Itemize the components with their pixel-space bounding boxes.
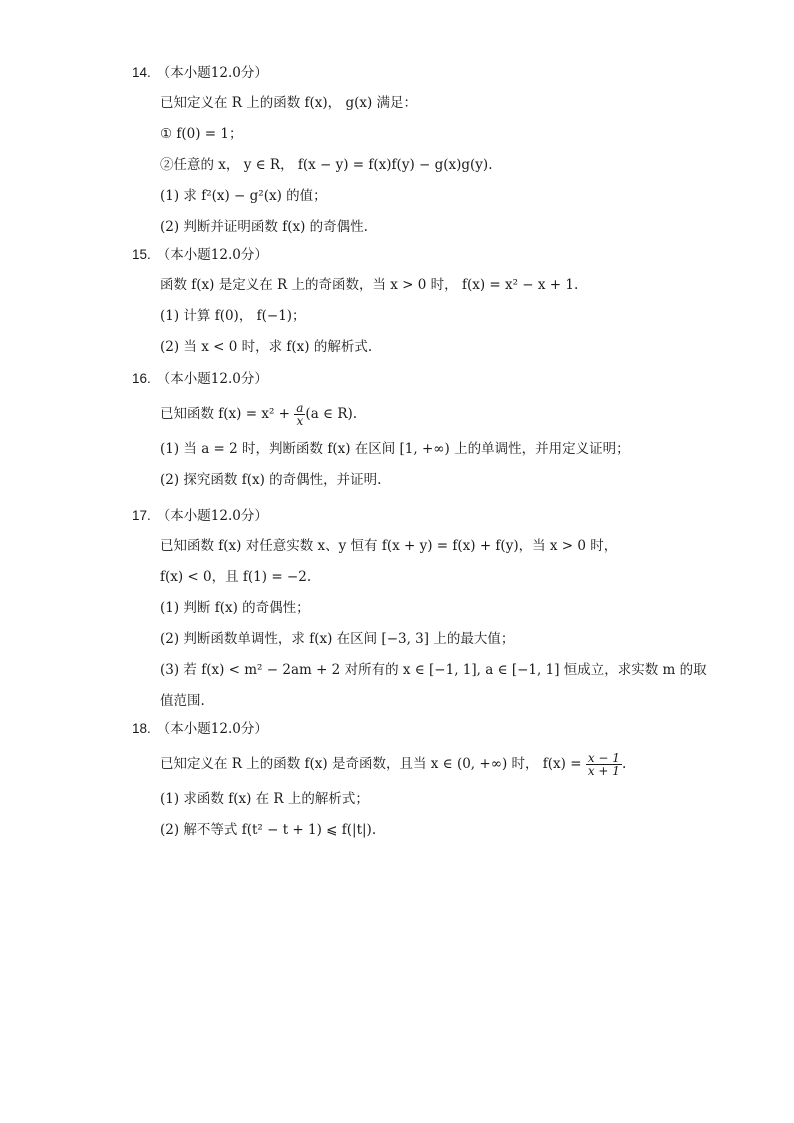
problem-line: 函数 f(x) 是定义在 R 上的奇函数，当 x > 0 时， f(x) = x² − x + 1. xyxy=(160,277,579,293)
question-1: (1) 求 f²(x) − g²(x) 的值； xyxy=(160,188,327,204)
question-2: (2) 当 x < 0 时，求 f(x) 的解析式. xyxy=(160,339,373,355)
condition-2: ②任意的 x， y ∈ R， f(x − y) = f(x)f(y) − g(x)g(y). xyxy=(160,157,493,173)
question-2: (2) 探究函数 f(x) 的奇偶性，并证明. xyxy=(160,472,382,488)
fraction xyxy=(294,402,305,427)
problem-header xyxy=(132,240,692,270)
question-2: (2) 解不等式 f(t² − t + 1) ⩽ f(|t|). xyxy=(160,822,377,838)
problem-17 xyxy=(132,501,707,717)
problem-15 xyxy=(132,240,692,363)
problem-number: 17. xyxy=(132,508,151,523)
problem-16 xyxy=(132,364,692,496)
fraction-numerator: x − 1 xyxy=(587,751,620,765)
statement-lead: 已知定义在 R 上的函数 f(x) 是奇函数，且当 x ∈ (0, +∞) 时， f(x) = xyxy=(160,756,582,772)
problem-number: 14. xyxy=(132,65,151,80)
score-tag: （本小题12.0分） xyxy=(156,247,268,263)
problem-header xyxy=(132,58,692,88)
statement-tail: . xyxy=(621,756,627,772)
score-tag: （本小题12.0分） xyxy=(156,65,268,81)
fraction-numerator: a xyxy=(296,401,304,415)
question-1: (1) 计算 f(0)， f(−1)； xyxy=(160,308,306,324)
statement-lead: 已知函数 f(x) = x² + xyxy=(160,406,290,422)
question-1: (1) 求函数 f(x) 在 R 上的解析式； xyxy=(160,791,369,807)
fraction xyxy=(586,752,622,777)
problem-line: 已知函数 f(x) 对任意实数 x、y 恒有 f(x + y) = f(x) + f(y)，当 x > 0 时， xyxy=(160,538,618,554)
question-2: (2) 判断函数单调性，求 f(x) 在区间 [−3, 3] 上的最大值； xyxy=(160,631,515,647)
problem-header xyxy=(132,364,692,394)
condition-1: ① f(0) = 1； xyxy=(160,126,243,142)
score-tag: （本小题12.0分） xyxy=(156,721,268,737)
problem-header xyxy=(132,501,692,531)
problem-14 xyxy=(132,58,692,243)
score-tag: （本小题12.0分） xyxy=(156,508,268,524)
problem-line: 已知定义在 R 上的函数 f(x)， g(x) 满足： xyxy=(160,95,418,111)
problem-number: 18. xyxy=(132,721,151,736)
statement-tail: (a ∈ R). xyxy=(305,406,358,422)
problem-statement xyxy=(160,744,692,784)
problem-line: f(x) < 0，且 f(1) = −2. xyxy=(160,569,312,585)
problem-number: 16. xyxy=(132,371,151,386)
problem-header xyxy=(132,714,692,744)
question-3-continued: 值范围. xyxy=(160,693,205,709)
problem-statement xyxy=(160,394,692,434)
score-tag: （本小题12.0分） xyxy=(156,371,268,387)
question-1: (1) 判断 f(x) 的奇偶性； xyxy=(160,600,310,616)
question-1: (1) 当 a = 2 时，判断函数 f(x) 在区间 [1, +∞) 上的单调性，并用定义证明； xyxy=(160,441,630,457)
problem-18 xyxy=(132,714,692,846)
problem-number: 15. xyxy=(132,247,151,262)
fraction-denominator: x + 1 xyxy=(587,764,620,778)
question-3: (3) 若 f(x) < m² − 2am + 2 对所有的 x ∈ [−1, 1], a ∈ [−1, 1] 恒成立，求实数 m 的取 xyxy=(160,662,707,678)
question-2: (2) 判断并证明函数 f(x) 的奇偶性. xyxy=(160,219,368,235)
fraction-denominator: x xyxy=(294,414,305,427)
